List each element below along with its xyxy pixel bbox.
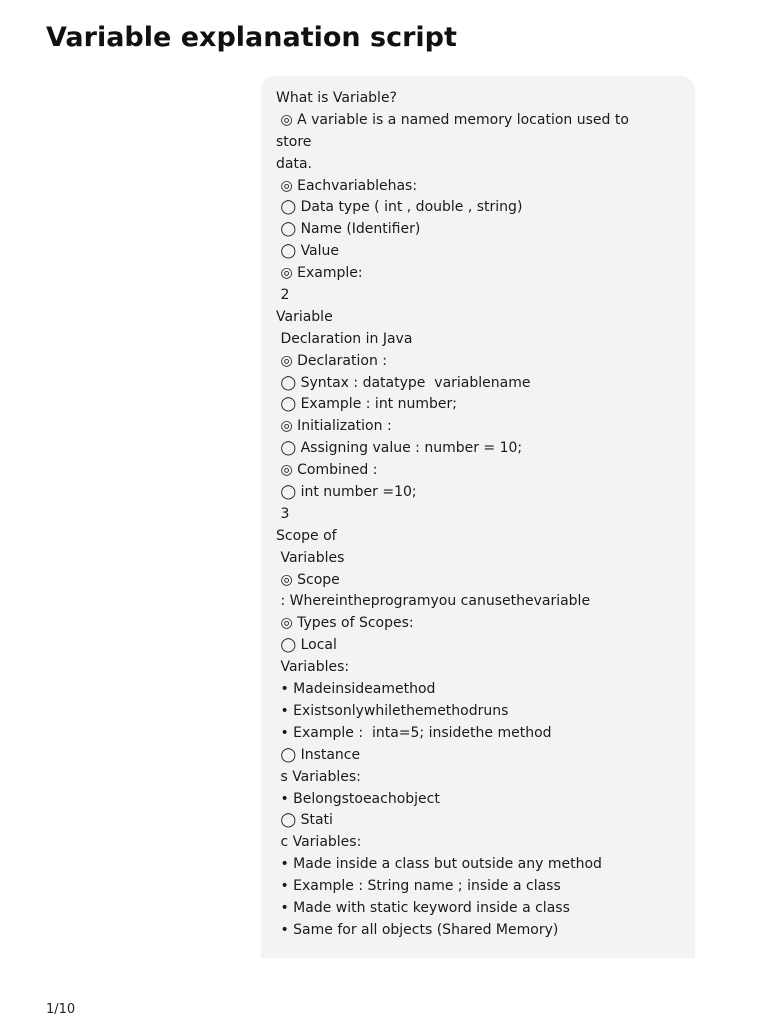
message-line: ◯ Name (Identifier): [276, 221, 421, 238]
message-line: data.: [276, 155, 312, 172]
message-line: Scope of: [276, 527, 337, 544]
message-line: ◎ Combined :: [276, 462, 378, 479]
message-line: ◯ Example : int number;: [276, 396, 457, 413]
message-line: Variables: [276, 549, 345, 566]
message-line: • Made with static keyword inside a class: [276, 899, 570, 916]
message-line: ◎ Declaration :: [276, 352, 387, 369]
message-line: Declaration in Java: [276, 330, 413, 347]
message-line: s Variables:: [276, 768, 361, 785]
message-line: • Existsonlywhilethemethodruns: [276, 702, 509, 719]
message-line: • Example : String name ; inside a class: [276, 878, 561, 895]
message-line: • Same for all objects (Shared Memory): [276, 921, 559, 938]
message-line: ◎ Initialization :: [276, 418, 392, 435]
message-line: • Madeinsideamethod: [276, 681, 436, 698]
message-line: 2: [276, 287, 290, 304]
message-line: ◯ Syntax : datatype variablename: [276, 374, 531, 391]
message-line: • Made inside a class but outside any method: [276, 856, 602, 873]
message-line: : Whereintheprogramyou canusethevariable: [276, 593, 591, 610]
message-line: ◯ int number =10;: [276, 484, 417, 501]
message-bubble: [261, 76, 695, 958]
message-line: Variables:: [276, 659, 350, 676]
message-line: 3: [276, 505, 290, 522]
message-line: store: [276, 133, 312, 150]
message-line: ◎ Example:: [276, 265, 363, 282]
message-line: • Example : inta=5; insidethe method: [276, 724, 552, 741]
page-title: Variable explanation script: [46, 22, 457, 53]
message-line: c Variables:: [276, 834, 362, 851]
message-line: What is Variable?: [276, 90, 397, 106]
message-line: ◎ Types of Scopes:: [276, 615, 414, 632]
page-number: 1/10: [46, 1002, 76, 1017]
message-line: ◯ Stati: [276, 812, 333, 829]
message-line: Variable: [276, 308, 333, 325]
message-line: ◯ Assigning value : number = 10;: [276, 440, 523, 457]
message-line: • Belongstoeachobject: [276, 790, 440, 807]
message-line: ◯ Data type ( int , double , string): [276, 199, 523, 216]
message-line: ◯ Instance: [276, 746, 361, 763]
message-line: ◎ A variable is a named memory location used to: [276, 111, 629, 128]
message-line: ◎ Scope: [276, 571, 340, 588]
message-line: ◎ Eachvariablehas:: [276, 177, 418, 194]
message-line: ◯ Local: [276, 637, 337, 654]
message-line: ◯ Value: [276, 243, 340, 260]
